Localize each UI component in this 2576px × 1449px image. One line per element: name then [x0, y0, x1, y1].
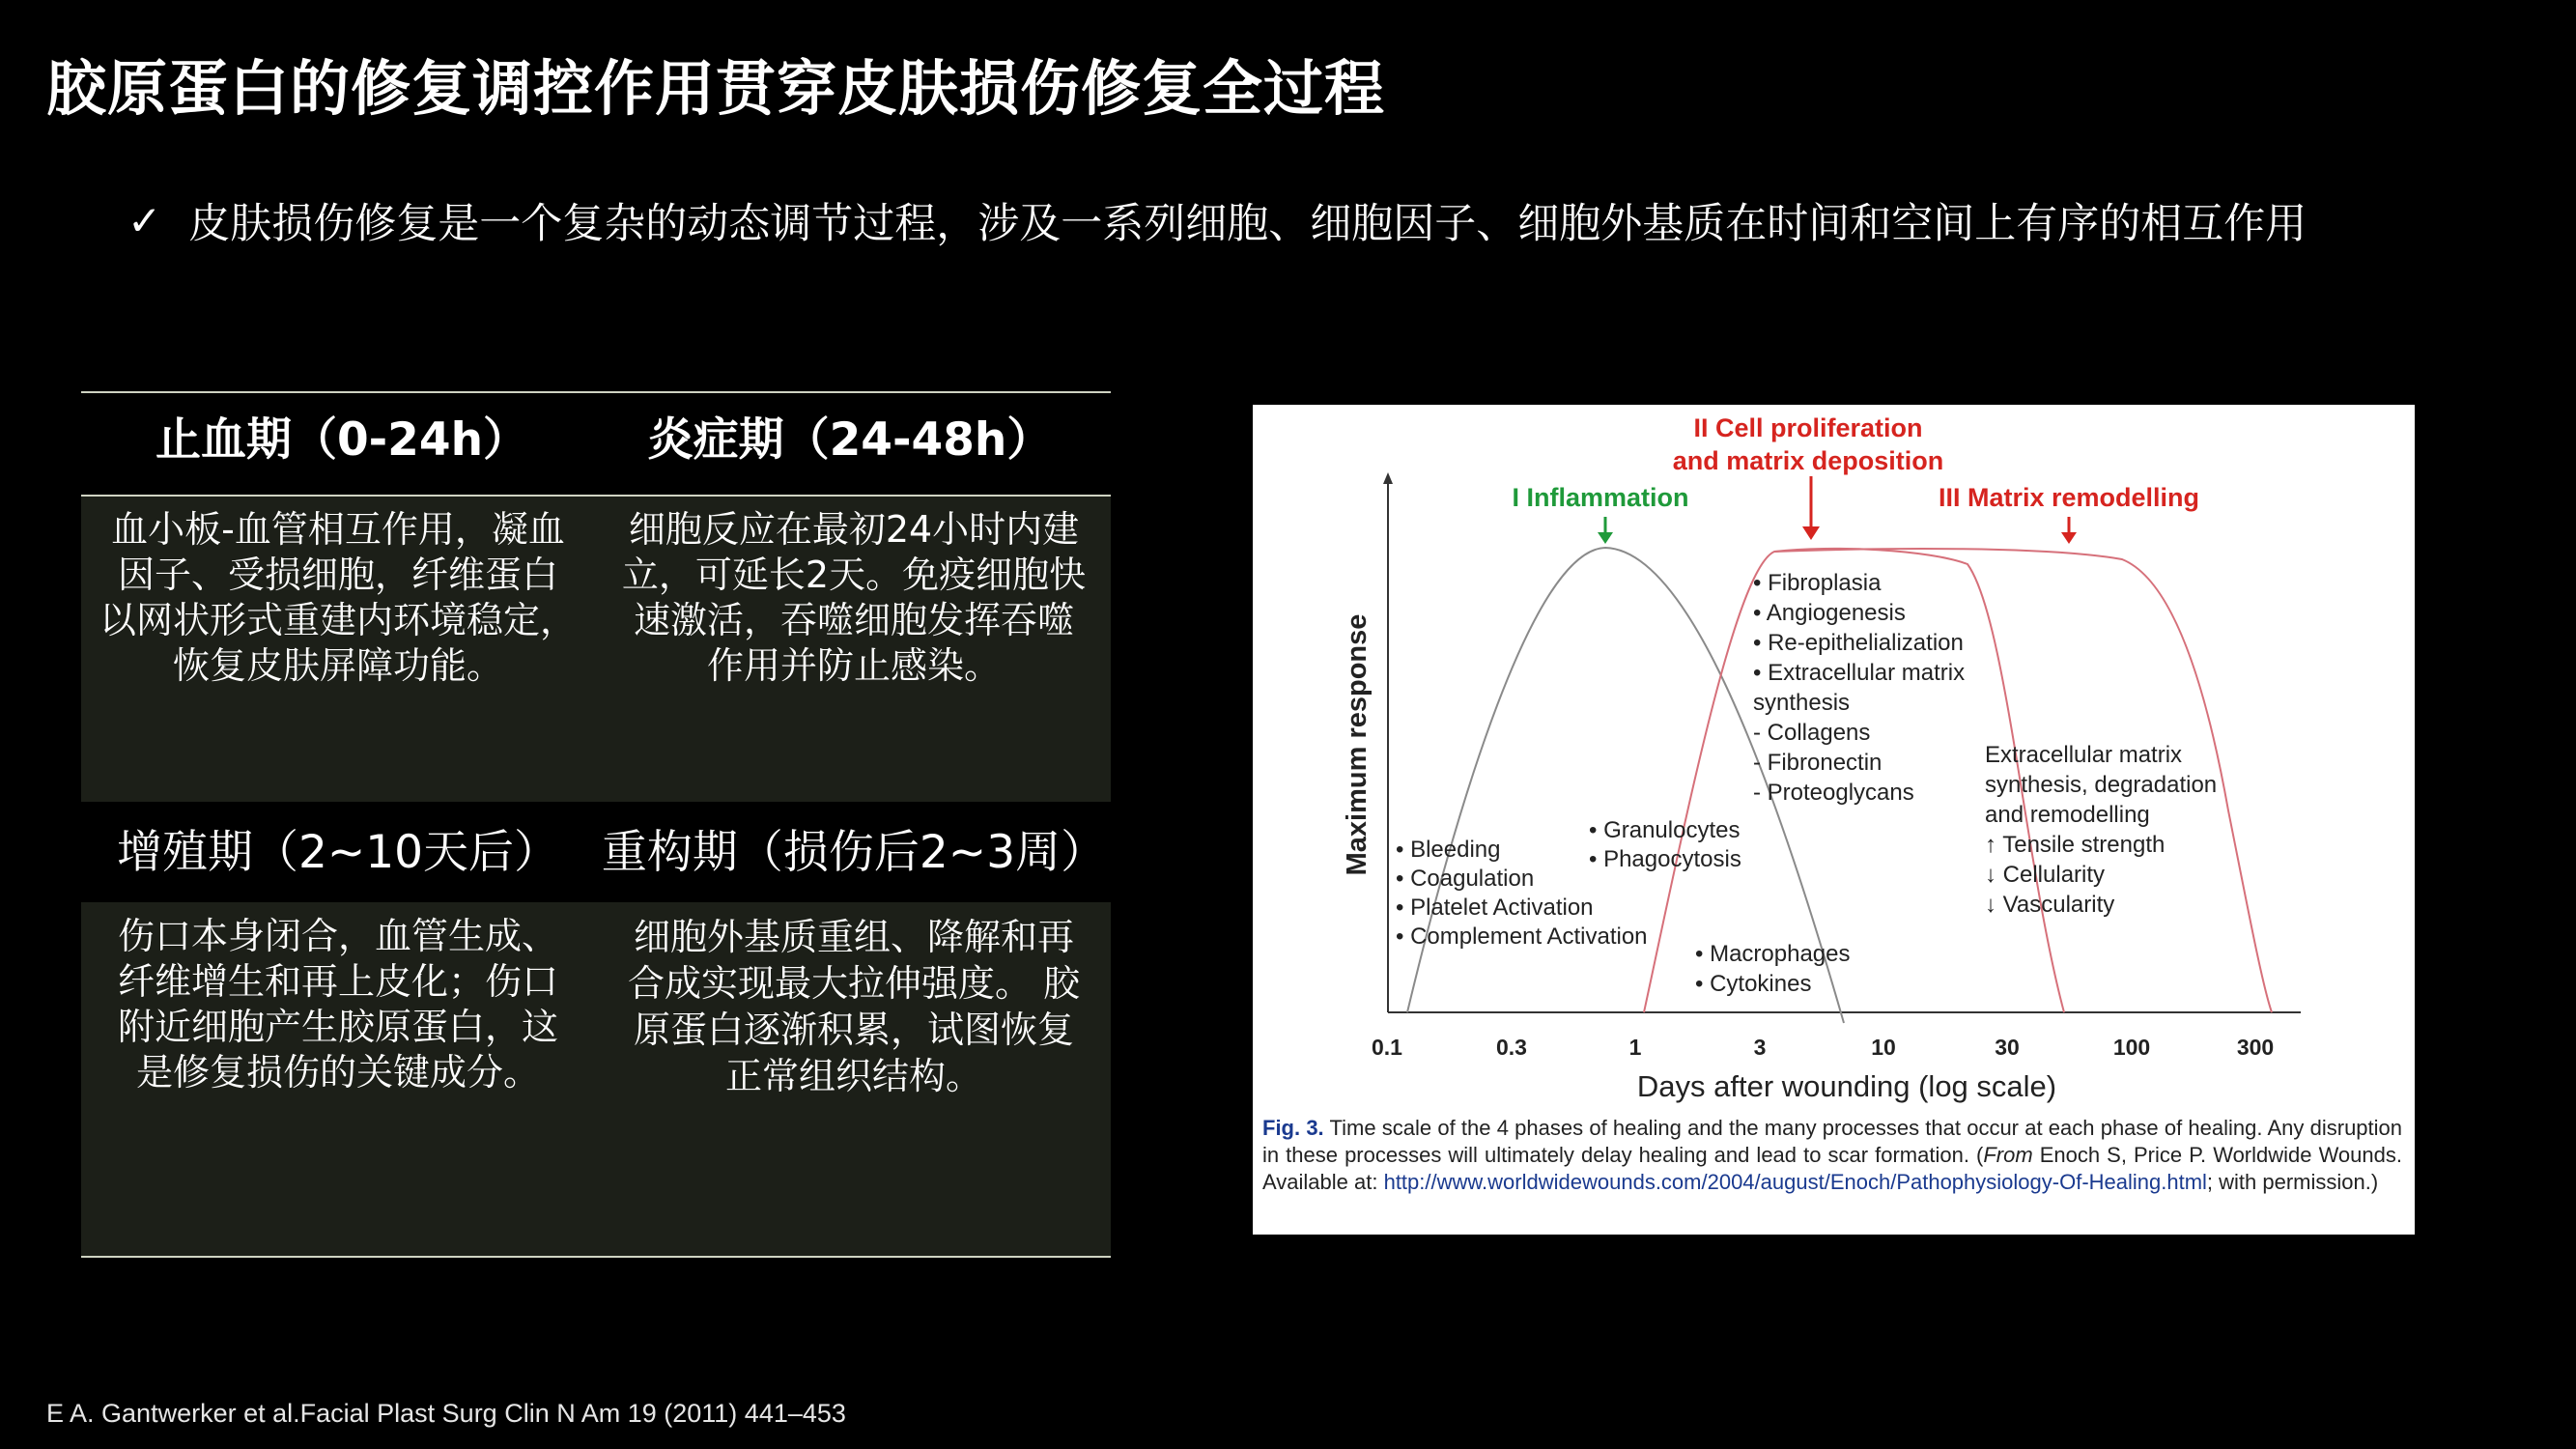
x-tick-3: 3: [1753, 1035, 1767, 1060]
caption-from: From: [1983, 1143, 2033, 1167]
header-inflammation: 炎症期（24-48h）: [647, 413, 1053, 467]
hemostasis-item-0: • Bleeding: [1396, 837, 1501, 863]
intro-bullet: [127, 191, 2307, 250]
header-proliferation: 增殖期（2~10天后）: [116, 826, 560, 879]
wound-healing-figure: [1253, 405, 2415, 1235]
slide-title: 胶原蛋白的修复调控作用贯穿皮肤损伤修复全过程: [46, 53, 1386, 124]
inflammation-item-1: • Phagocytosis: [1589, 846, 1741, 872]
y-axis-label: Maximum response: [1342, 613, 1373, 876]
phase-proliferation-label-1: II Cell proliferation: [1693, 413, 1923, 442]
cell-proliferation: 伤口本身闭合，血管生成、 纤维增生和再上皮化；伤口 附近细胞产生胶原蛋白，这 是修复损伤的关键成分。: [117, 915, 558, 1094]
proliferation-item-6: - Fibronectin: [1753, 750, 1882, 776]
proliferation-item-1: • Angiogenesis: [1753, 600, 1906, 626]
caption-text-3: ; with permission.): [2206, 1170, 2379, 1194]
header-remodelling: 重构期（损伤后2~3周）: [601, 826, 1107, 879]
remodelling-item-3: ↑ Tensile strength: [1985, 832, 2166, 858]
caption-fig-label: Fig. 3.: [1262, 1116, 1324, 1140]
phase-remodelling-label: III Matrix remodelling: [1938, 483, 2200, 512]
hemostasis-item-2: • Platelet Activation: [1396, 895, 1594, 921]
proliferation-item-4: synthesis: [1753, 690, 1851, 716]
reference-footnote: E A. Gantwerker et al.Facial Plast Surg Clin N Am 19 (2011) 441–453: [46, 1399, 846, 1428]
table-bottom-rule: [81, 1256, 1111, 1258]
hemostasis-item-3: • Complement Activation: [1396, 923, 1648, 950]
intro-bullet-text: 皮肤损伤修复是一个复杂的动态调节过程，涉及一系列细胞、细胞因子、细胞外基质在时间和空间上有序的相互作用: [188, 200, 2307, 248]
proliferation-item-5: - Collagens: [1753, 720, 1871, 746]
macrophage-item-1: • Cytokines: [1695, 971, 1812, 997]
remodelling-item-1: synthesis, degradation: [1985, 772, 2218, 798]
phase-proliferation-label-2: and matrix deposition: [1672, 446, 1944, 475]
proliferation-item-0: • Fibroplasia: [1753, 570, 1882, 596]
caption-text-1: Time scale of the 4 phases of healing and the many processes that occur at each phase of healing. Any disruption in these processes will ultimately delay healing and lead to scar formation. (: [1262, 1116, 2403, 1167]
proliferation-item-3: • Extracellular matrix: [1753, 660, 1966, 686]
x-tick-5: 30: [1995, 1035, 2020, 1060]
y-axis-arrow: [1383, 472, 1393, 484]
x-axis-label: Days after wounding (log scale): [1636, 1069, 2057, 1103]
caption-text-2: Enoch S, Price P. Worldwide Wounds. Available at:: [1262, 1143, 2402, 1194]
x-tick-6: 100: [2112, 1035, 2151, 1060]
x-tick-4: 10: [1871, 1035, 1896, 1060]
phase-remodelling-arrowhead: [2061, 532, 2077, 544]
proliferation-process-list: [1753, 570, 1965, 806]
x-tick-1: 0.3: [1496, 1035, 1527, 1060]
macrophage-item-0: • Macrophages: [1695, 941, 1851, 967]
remodelling-process-list: [1985, 742, 2217, 918]
macrophage-list: [1695, 941, 1851, 997]
x-tick-7: 300: [2236, 1035, 2275, 1060]
phase-inflammation-arrowhead: [1598, 532, 1613, 544]
remodelling-item-4: ↓ Cellularity: [1985, 862, 2106, 888]
remodelling-item-2: and remodelling: [1985, 802, 2150, 828]
header-hemostasis: 止血期（0-24h）: [155, 413, 529, 467]
remodelling-item-0: Extracellular matrix: [1985, 742, 2183, 768]
x-tick-0: 0.1: [1372, 1035, 1402, 1060]
phase-inflammation-label: I Inflammation: [1512, 483, 1689, 512]
cell-hemostasis: 血小板-血管相互作用，凝血 因子、受损细胞，纤维蛋白 以网状形式重建内环境稳定， 恢复皮肤屏障功能。: [99, 508, 577, 687]
proliferation-item-2: • Re-epithelialization: [1753, 630, 1964, 656]
checkmark-icon: ✓: [127, 197, 162, 244]
cell-inflammation: 细胞反应在最初24小时内建 立，可延长2天。免疫细胞快 速激活，吞噬细胞发挥吞噬 作用并防止感染。: [621, 508, 1087, 687]
phase-proliferation-arrowhead: [1802, 526, 1820, 540]
table-top-rule: [81, 391, 1111, 393]
remodelling-item-5: ↓ Vascularity: [1985, 892, 2115, 918]
inflammation-cell-list: [1589, 817, 1741, 872]
x-tick-labels: [1372, 1035, 2274, 1060]
cell-remodelling: 细胞外基质重组、降解和再 合成实现最大拉伸强度。 胶 原蛋白逐渐积累，试图恢复 正常组织结构。: [627, 916, 1081, 1097]
figure-caption: [1262, 1115, 2402, 1196]
proliferation-item-7: - Proteoglycans: [1753, 780, 1914, 806]
x-tick-2: 1: [1628, 1035, 1642, 1060]
inflammation-item-0: • Granulocytes: [1589, 817, 1741, 843]
caption-source-link[interactable]: http://www.worldwidewounds.com/2004/august/Enoch/Pathophysiology-Of-Healing.html: [1383, 1170, 2207, 1194]
hemostasis-item-1: • Coagulation: [1396, 866, 1535, 892]
